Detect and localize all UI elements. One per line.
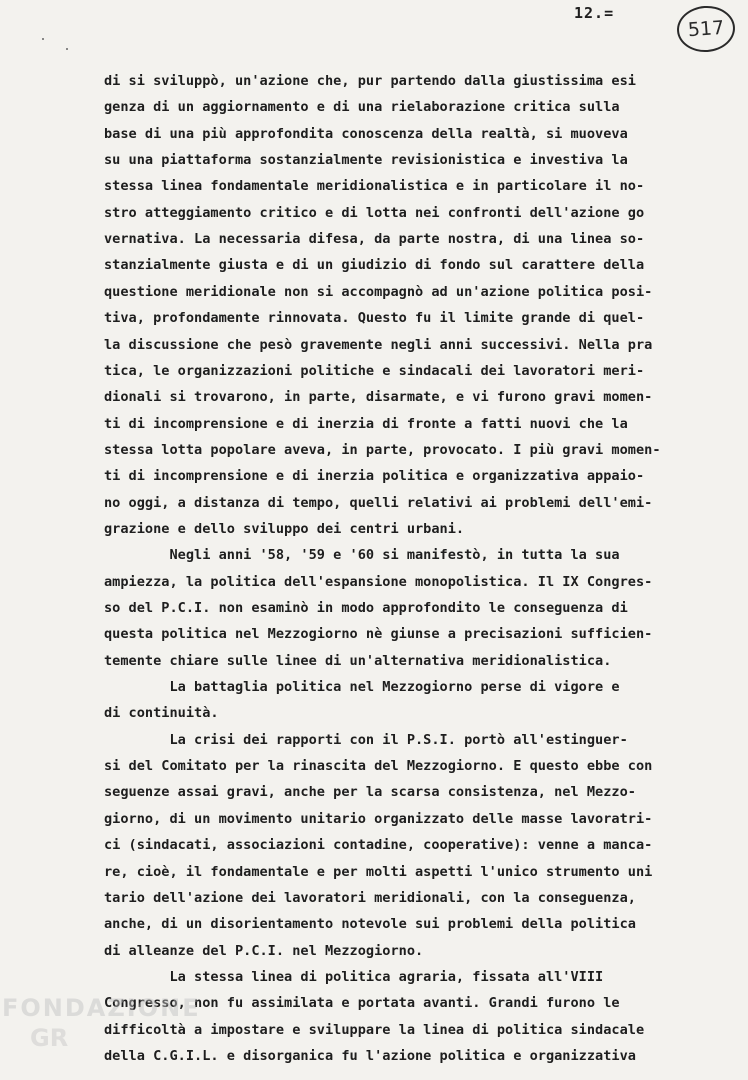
text-line: di alleanze del P.C.I. nel Mezzogiorno. [104,942,424,959]
watermark: GR [30,1024,69,1052]
text-line: vernativa. La necessaria difesa, da parte nostra, di una linea so- [104,231,645,248]
text-line: su una piattaforma sostanzialmente revisionistica e investiva la [104,152,628,169]
text-line: temente chiare sulle linee di un'alternativa meridionalistica. [104,652,612,669]
text-line: tica, le organizzazioni politiche e sindacali dei lavoratori meri- [104,362,645,379]
text-line: anche, di un disorientamento notevole sui problemi della politica [104,916,636,933]
text-line: no oggi, a distanza di tempo, quelli relativi ai problemi dell'emi- [104,494,653,511]
text-line: tiva, profondamente rinnovata. Questo fu il limite grande di quel- [104,310,645,327]
text-line: ti di incomprensione e di inerzia politica e organizzativa appaio- [104,468,645,485]
text-line: seguenze assai gravi, anche per la scarsa consistenza, nel Mezzo- [104,784,636,801]
text-line: Congresso, non fu assimilata e portata avanti. Grandi furono le [104,995,620,1012]
edge-mark [42,38,44,40]
text-line: tario dell'azione dei lavoratori meridionali, con la conseguenza, [104,889,636,906]
text-line: stessa lotta popolare aveva, in parte, provocato. I più gravi momen- [104,441,661,458]
text-line: Negli anni '58, '59 e '60 si manifestò, in tutta la sua [104,547,620,564]
page-number: 12.= [574,4,615,22]
text-line: La stessa linea di politica agraria, fissata all'VIII [104,968,604,985]
text-line: stro atteggiamento critico e di lotta nei confronti dell'azione go [104,204,645,221]
text-line: base di una più approfondita conoscenza della realtà, si muoveva [104,125,628,142]
text-line: re, cioè, il fondamentale e per molti aspetti l'unico strumento uni [104,863,653,880]
text-line: grazione e dello sviluppo dei centri urbani. [104,520,465,537]
text-line: difficoltà a impostare e sviluppare la linea di politica sindacale [104,1021,645,1038]
text-line: la discussione che pesò gravemente negli anni successivi. Nella pra [104,336,653,353]
text-line: stanzialmente giusta e di un giudizio di fondo sul carattere della [104,257,645,274]
watermark: FONDAZIONE [2,994,201,1022]
text-line: so del P.C.I. non esaminò in modo approfondito le conseguenza di [104,600,628,616]
text-line: ampiezza, la politica dell'espansione monopolistica. Il IX Congres- [104,573,653,590]
text-line: dionali si trovarono, in parte, disarmate, e vi furono gravi momen- [104,389,653,406]
text-line: questione meridionale non si accompagnò ad un'azione politica posi- [104,283,653,300]
text-line: La crisi dei rapporti con il P.S.I. portò all'estinguer- [104,731,628,748]
text-line: La battaglia politica nel Mezzogiorno perse di vigore e [104,679,620,696]
text-line: giorno, di un movimento unitario organizzato delle masse lavoratri- [104,810,653,827]
text-line: ti di incomprensione e di inerzia di fronte a fatti nuovi che la [104,415,628,432]
text-line: genza di un aggiornamento e di una rielaborazione critica sulla [104,99,620,116]
edge-mark [66,48,68,50]
text-line: di si sviluppò, un'azione che, pur partendo dalla giustissima esi [104,73,636,89]
text-line: di continuità. [104,705,219,722]
text-line: ci (sindacati, associazioni contadine, cooperative): venne a manca- [104,837,653,854]
text-line: stessa linea fondamentale meridionalistica e in particolare il no- [104,178,645,195]
archive-stamp: 517 [675,4,736,54]
text-line: si del Comitato per la rinascita del Mezzogiorno. E questo ebbe con [104,758,653,775]
text-line: questa politica nel Mezzogiorno nè giunse a precisazioni sufficien- [104,626,653,643]
text-line: della C.G.I.L. e disorganica fu l'azione politica e organizzativa [104,1047,636,1064]
